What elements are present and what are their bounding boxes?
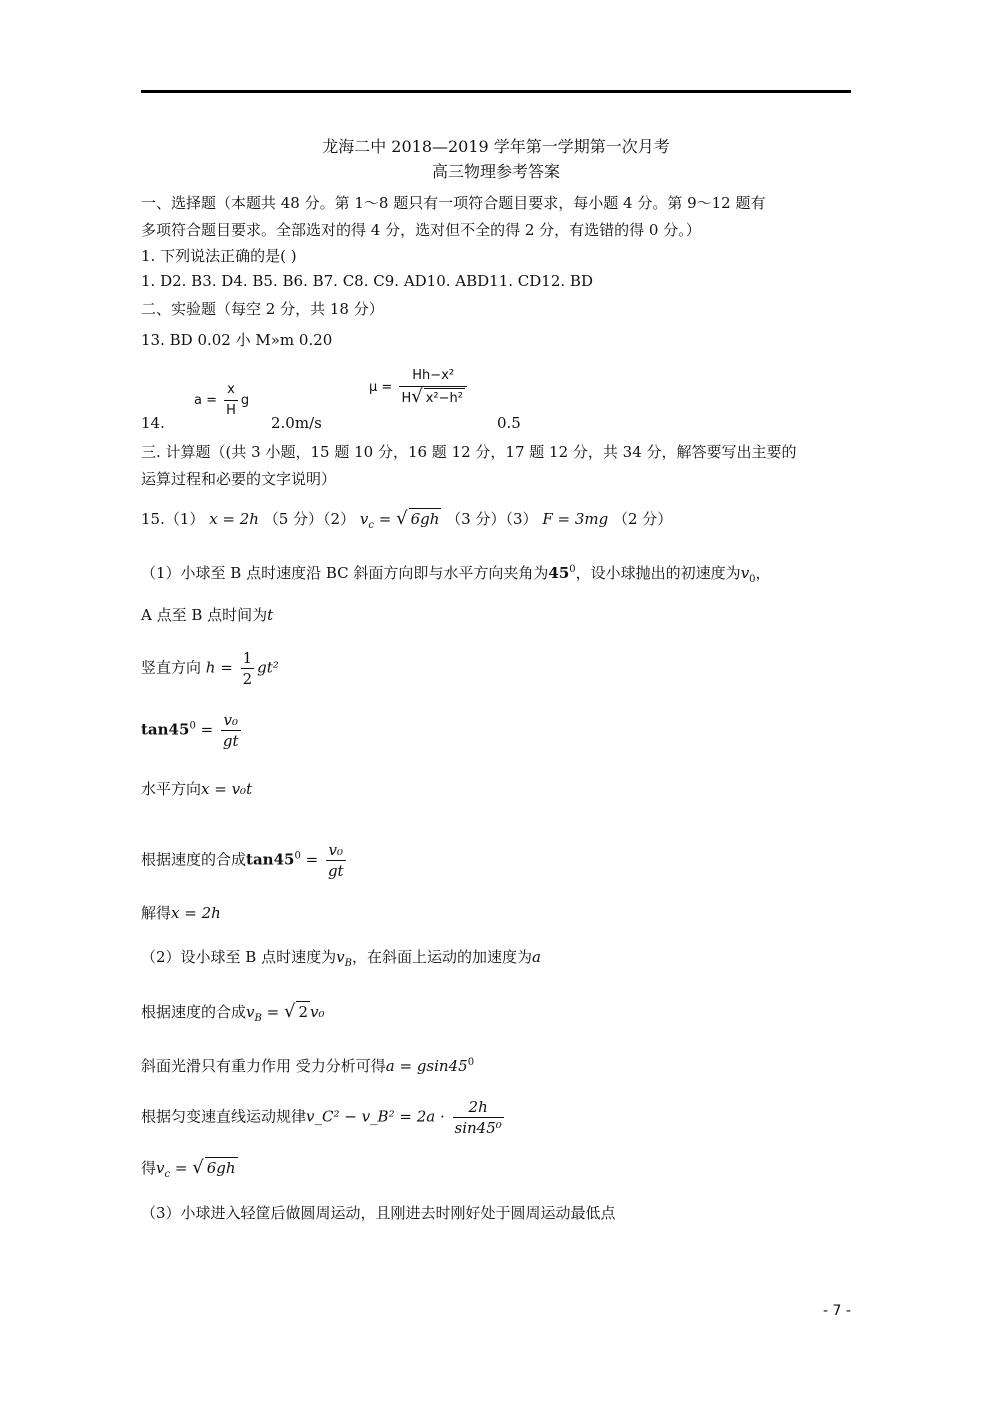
question-13-answer: 13. BD 0.02 小 M»m 0.20	[141, 331, 333, 349]
part2-intro: （2）设小球至 B 点时速度为$v_B$，在斜面上运动的加速度为a	[141, 948, 541, 969]
solve-equation: 解得x = 2h	[141, 904, 221, 922]
mu-den	[399, 387, 467, 409]
accel-tail: g	[240, 393, 250, 408]
part1-intro: （1）小球至 B 点时速度沿 BC 斜面方向即与水平方向夹角为$45^0$，设小球抛出的初速度为$v_0$，	[141, 564, 771, 585]
part2-compose: 根据速度的合成$v_B$ = √ 2 v₀	[141, 1001, 325, 1024]
accel-fraction	[224, 380, 238, 421]
mu-num: Hh−x²	[399, 366, 467, 387]
q15-answer-3: F = 3mg	[542, 510, 609, 528]
q15-points-2: （3 分）（3）	[446, 510, 538, 528]
question-1: 1. 下列说法正确的是( )	[141, 247, 297, 265]
top-rule	[141, 90, 851, 93]
question-14-label: 14.	[141, 414, 165, 432]
mu-fraction	[399, 366, 467, 409]
section3-heading-1: 三. 计算题（(共 3 小题，15 题 10 分，16 题 12 分，17 题 12 分，共 34 分，解答要写出主要的	[141, 443, 797, 461]
part3-intro: （3）小球进入轻筐后做圆周运动，且刚进去时刚好处于圆周运动最低点	[141, 1204, 616, 1222]
mu-den-h: H	[401, 391, 412, 406]
question-14-velocity: 2.0m/s	[271, 414, 322, 432]
choice-answers: 1. D2. B3. D4. B5. B6. B7. C8. C9. AD10. ABD11. CD12. BD	[141, 272, 593, 290]
q15-points-3: （2 分）	[612, 510, 673, 528]
accel-num: x	[224, 380, 238, 401]
question-14-mu-formula	[369, 366, 470, 409]
question-14-last: 0.5	[497, 414, 521, 432]
q15-answer-2: $v_c$ = √ 6gh	[359, 508, 440, 531]
q15-points-1: （5 分）（2）	[263, 510, 356, 528]
question-14-accel-formula	[194, 380, 249, 421]
part1-line2: A 点至 B 点时间为t	[141, 606, 274, 624]
uniform-accel: 根据匀变速直线运动规律v_C² − v_B² = 2a · $\frac{2h}{\text{sin45⁰}}$	[141, 1098, 502, 1137]
section3-heading-2: 运算过程和必要的文字说明）	[141, 470, 337, 488]
accel-lhs: a =	[194, 393, 217, 408]
mu-lhs: μ =	[369, 380, 393, 395]
sqrt-icon: √	[192, 1157, 204, 1178]
q15-answer-1: x = 2h	[209, 510, 259, 528]
page-title: 龙海二中 2018—2019 学年第一学期第一次月考	[322, 137, 670, 156]
section2-heading: 二、实验题（每空 2 分，共 18 分）	[141, 300, 384, 318]
question-15-summary	[141, 508, 672, 536]
accel-den: H	[226, 403, 236, 418]
section1-intro-1: 一、选择题（本题共 48 分。第 1～8 题只有一项符合题目要求，每小题 4 分。第 9～12 题有	[141, 194, 766, 212]
sqrt-icon: √	[396, 508, 408, 529]
section1-intro-2: 多项符合题目要求。全部选对的得 4 分，选对但不全的得 2 分，有选错的得 0 分。）	[141, 221, 701, 239]
page-subtitle: 高三物理参考答案	[431, 162, 560, 181]
mu-den-radicand: x²−h²	[424, 388, 465, 409]
horizontal-equation: 水平方向x = v₀t	[141, 780, 253, 798]
q15-prefix: 15.（1）	[141, 510, 205, 528]
smooth-incline: 斜面光滑只有重力作用 受力分析可得$a = gsin45^0$	[141, 1057, 475, 1075]
page-number: - 7 -	[823, 1303, 851, 1319]
result-vc: 得$v_c$ = √ 6gh	[141, 1157, 236, 1180]
vertical-equation: 竖直方向 h = $\frac{1}{2}$ gt²	[141, 649, 279, 688]
tan-equation: $\tan 45^0$ = $\frac{\text{v₀}}{gt}$	[141, 711, 239, 750]
compose-equation: 根据速度的合成$\tan 45^0$ = $\frac{\text{v₀}}{gt}$	[141, 841, 344, 880]
sqrt-icon: √	[283, 1001, 296, 1022]
sqrt-icon: √	[411, 386, 423, 407]
